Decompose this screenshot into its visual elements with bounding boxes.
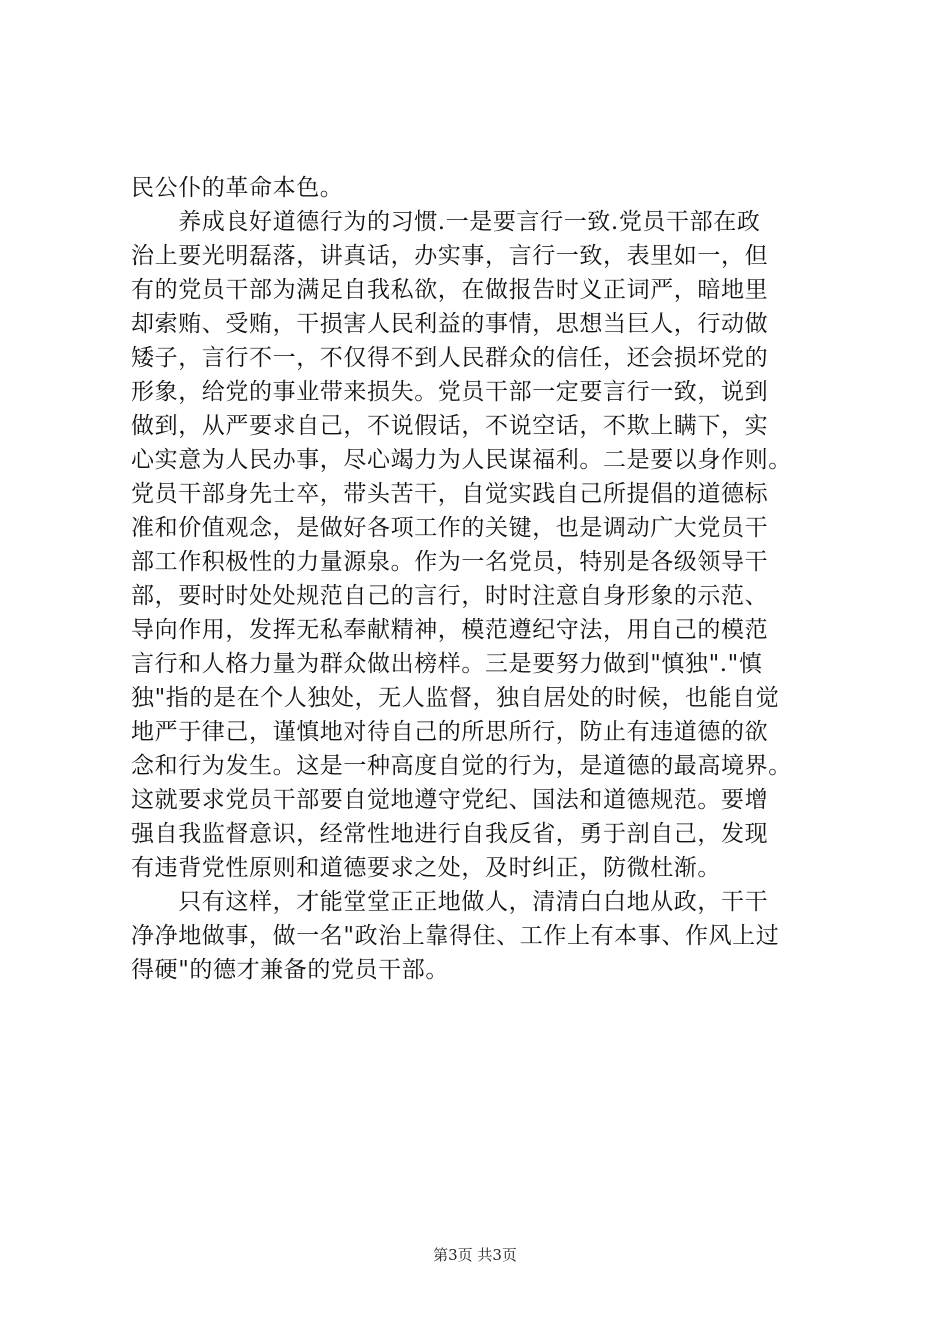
text-line: 独"指的是在个人独处，无人监督，独自居处的时候，也能自觉 bbox=[131, 685, 780, 711]
text-line: 心实意为人民办事，尽心竭力为人民谋福利。二是要以身作则。 bbox=[131, 447, 792, 473]
page-number-footer: 第3页 共3页 bbox=[433, 1246, 517, 1264]
text-line: 有的党员干部为满足自我私欲，在做报告时义正词严，暗地里 bbox=[131, 277, 769, 303]
text-line: 做到，从严要求自己，不说假话，不说空话，不欺上瞒下，实 bbox=[131, 413, 769, 439]
text-line: 养成良好道德行为的习惯.一是要言行一致.党员干部在政 bbox=[131, 209, 761, 235]
text-line: 只有这样，才能堂堂正正地做人，清清白白地从政，干干 bbox=[131, 889, 769, 915]
text-line: 强自我监督意识，经常性地进行自我反省，勇于剖自己，发现 bbox=[131, 821, 769, 847]
text-line: 部工作积极性的力量源泉。作为一名党员，特别是各级领导干 bbox=[131, 549, 769, 575]
document-body bbox=[131, 171, 831, 987]
text-line: 导向作用，发挥无私奉献精神，模范遵纪守法，用自己的模范 bbox=[131, 617, 769, 643]
text-line: 念和行为发生。这是一种高度自觉的行为，是道德的最高境界。 bbox=[131, 753, 792, 779]
text-line: 形象，给党的事业带来损失。党员干部一定要言行一致，说到 bbox=[131, 379, 769, 405]
text-line: 却索贿、受贿，干损害人民利益的事情，思想当巨人，行动做 bbox=[131, 311, 769, 337]
text-line: 得硬"的德才兼备的党员干部。 bbox=[131, 957, 449, 983]
text-line: 治上要光明磊落，讲真话，办实事，言行一致，表里如一，但 bbox=[131, 243, 769, 269]
text-line: 有违背党性原则和道德要求之处，及时纠正，防微杜渐。 bbox=[131, 855, 721, 881]
text-line: 部，要时时处处规范自己的言行，时时注意自身形象的示范、 bbox=[131, 583, 769, 609]
text-line: 地严于律己，谨慎地对待自己的所思所行，防止有违道德的欲 bbox=[131, 719, 769, 745]
text-line: 矮子，言行不一，不仅得不到人民群众的信任，还会损坏党的 bbox=[131, 345, 769, 371]
text-line: 党员干部身先士卒，带头苦干，自觉实践自己所提倡的道德标 bbox=[131, 481, 769, 507]
text-line: 言行和人格力量为群众做出榜样。三是要努力做到"慎独"."慎 bbox=[131, 651, 763, 677]
text-line: 这就要求党员干部要自觉地遵守党纪、国法和道德规范。要增 bbox=[131, 787, 769, 813]
text-line: 民公仆的革命本色。 bbox=[131, 175, 344, 201]
text-line: 准和价值观念，是做好各项工作的关键，也是调动广大党员干 bbox=[131, 515, 769, 541]
text-line: 净净地做事，做一名"政治上靠得住、工作上有本事、作风上过 bbox=[131, 923, 780, 949]
